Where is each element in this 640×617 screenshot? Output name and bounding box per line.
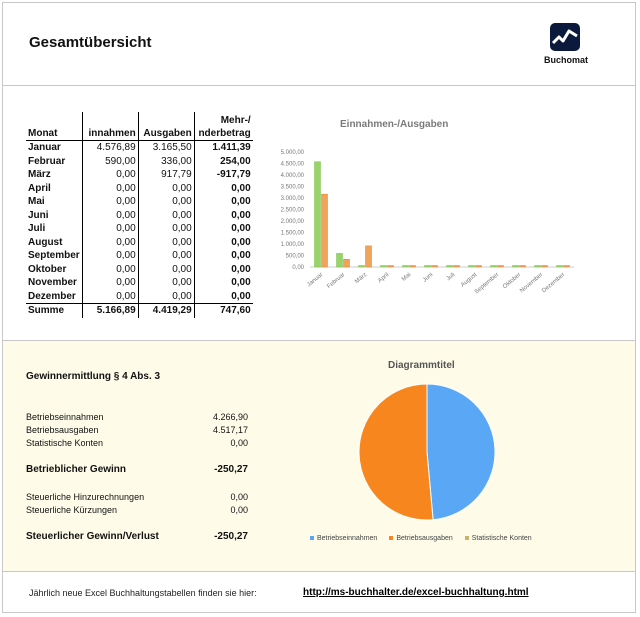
- diff-cell: 0,00: [231, 263, 251, 275]
- bar-series-0-märz: [359, 266, 365, 268]
- col-mehrbetrag: Mehr-/ nderbetrag: [194, 112, 253, 141]
- y-tick-label: 1.000,00: [280, 242, 304, 248]
- table-row: [26, 222, 253, 236]
- page-title: Gesamtübersicht: [29, 34, 152, 51]
- ausgaben-cell: 0,00: [138, 236, 194, 250]
- legend-label: Betriebseinnahmen: [317, 535, 378, 542]
- month-cell: Februar: [26, 155, 82, 169]
- y-tick-label: 1.500,00: [280, 230, 304, 237]
- y-tick-label: 5.000,00: [280, 150, 304, 156]
- x-tick-label: Juli: [445, 271, 457, 283]
- month-cell: Januar: [26, 141, 82, 155]
- einnahmen-cell: 4.576,89: [82, 141, 138, 155]
- gewinn-betrieblicher: [26, 464, 248, 476]
- ausgaben-cell: 0,00: [138, 182, 194, 196]
- table-row: [26, 290, 253, 304]
- row-value: 0,00: [230, 492, 248, 502]
- einnahmen-cell: 0,00: [82, 209, 138, 223]
- row-label: Betriebsausgaben: [26, 425, 99, 435]
- bar-series-1-mai: [410, 266, 416, 268]
- month-cell: März: [26, 168, 82, 182]
- einnahmen-cell: 590,00: [82, 155, 138, 169]
- gewinn-row-kuerzungen: [26, 504, 248, 516]
- gewinn-title: Gewinnermittlung § 4 Abs. 3: [26, 371, 161, 382]
- diff-cell: 0,00: [231, 236, 251, 248]
- bar-series-1-dezember: [564, 266, 570, 268]
- month-cell: Juni: [26, 209, 82, 223]
- y-tick-label: 4.000,00: [280, 173, 304, 179]
- table-row: [26, 141, 253, 155]
- diff-cell: 254,00: [220, 155, 251, 167]
- diff-cell: 0,00: [231, 209, 251, 221]
- gewinn-row-hinzurechnungen: [26, 491, 248, 503]
- table-row: [26, 249, 253, 263]
- month-cell: April: [26, 182, 82, 196]
- bar-series-0-juli: [447, 266, 453, 268]
- legend-marker: [310, 536, 314, 540]
- month-cell: November: [26, 276, 82, 290]
- pie-slice-betriebsausgaben: [359, 384, 433, 520]
- x-tick-label: Januar: [306, 271, 325, 289]
- footer-link[interactable]: http://ms-buchhalter.de/excel-buchhaltung.html: [303, 587, 529, 598]
- row-value: 4.517,17: [212, 425, 248, 435]
- month-cell: Juli: [26, 222, 82, 236]
- overview-body: [26, 141, 253, 304]
- diff-cell: 0,00: [231, 223, 251, 235]
- bar-series-1-november: [542, 266, 548, 268]
- bar-series-0-september: [491, 266, 497, 268]
- table-header-row: [26, 112, 253, 141]
- x-tick-label: September: [473, 271, 501, 296]
- ausgaben-cell: 0,00: [138, 249, 194, 263]
- bar-series-1-oktober: [520, 266, 526, 268]
- pie-legend: [310, 535, 544, 542]
- x-tick-label: Dezember: [541, 271, 567, 295]
- bar-series-0-november: [535, 266, 541, 268]
- logo-icon: [550, 23, 580, 51]
- row-value: 0,00: [230, 438, 248, 448]
- diff-cell: 0,00: [231, 196, 251, 208]
- row-label: Betrieblicher Gewinn: [26, 464, 127, 475]
- row-label: Steuerliche Kürzungen: [26, 505, 118, 515]
- table-row: [26, 182, 253, 196]
- gewinn-steuerlich: [26, 531, 248, 543]
- ausgaben-cell: 0,00: [138, 209, 194, 223]
- logo: [541, 23, 591, 69]
- legend-item: [389, 535, 452, 542]
- sum-label: Summe: [26, 304, 82, 318]
- table-row: [26, 263, 253, 277]
- x-tick-label: August: [460, 271, 479, 289]
- legend-marker: [389, 536, 393, 540]
- table-row: [26, 236, 253, 250]
- einnahmen-cell: 0,00: [82, 168, 138, 182]
- diff-cell: -917,79: [216, 169, 251, 181]
- month-cell: Mai: [26, 195, 82, 209]
- y-tick-label: 4.500,00: [280, 161, 304, 168]
- x-tick-label: April: [377, 271, 391, 285]
- bar-series-1-januar: [322, 194, 328, 267]
- x-tick-label: Mai: [401, 271, 413, 283]
- x-tick-label: März: [354, 271, 369, 286]
- legend-marker: [465, 536, 469, 540]
- legend-item: [310, 535, 377, 542]
- logo-text: Buchomat: [543, 55, 588, 65]
- row-label: Statistische Konten: [26, 438, 104, 448]
- diff-cell: 0,00: [231, 277, 251, 289]
- ausgaben-cell: 0,00: [138, 263, 194, 277]
- gewinn-row-statistische: [26, 437, 248, 449]
- col-einnahmen: innahmen: [82, 112, 138, 141]
- row-value: -250,27: [214, 464, 248, 475]
- row-label: Steuerliche Hinzurechnungen: [26, 492, 145, 502]
- y-tick-label: 0,00: [292, 265, 304, 271]
- row-label: Betriebseinnahmen: [26, 412, 104, 422]
- header: [3, 3, 635, 86]
- diff-cell: 0,00: [231, 290, 251, 302]
- bar-series-0-oktober: [513, 266, 519, 268]
- bar-series-0-dezember: [557, 266, 563, 268]
- bar-series-0-januar: [315, 162, 321, 267]
- month-cell: August: [26, 236, 82, 250]
- col-ausgaben: Ausgaben: [138, 112, 194, 141]
- row-value: 0,00: [230, 505, 248, 515]
- ausgaben-cell: 0,00: [138, 276, 194, 290]
- legend-item: [465, 535, 532, 542]
- bar-series-0-april: [381, 266, 387, 268]
- bar-series-1-märz: [366, 246, 372, 267]
- footer: [3, 572, 635, 612]
- table-row: [26, 168, 253, 182]
- sum-diff: 747,60: [194, 304, 253, 318]
- table-row: [26, 209, 253, 223]
- table-row: [26, 155, 253, 169]
- ausgaben-cell: 3.165,50: [138, 141, 194, 155]
- ausgaben-cell: 0,00: [138, 222, 194, 236]
- pie-slice-betriebseinnahmen: [427, 384, 495, 520]
- y-tick-label: 500,00: [285, 253, 304, 260]
- bar-series-0-august: [469, 266, 475, 268]
- month-cell: Oktober: [26, 263, 82, 277]
- bar-chart: [264, 145, 584, 305]
- einnahmen-cell: 0,00: [82, 222, 138, 236]
- row-label: Steuerlicher Gewinn/Verlust: [26, 531, 159, 542]
- einnahmen-cell: 0,00: [82, 249, 138, 263]
- table-row: [26, 195, 253, 209]
- bar-series-1-august: [476, 266, 482, 268]
- einnahmen-cell: 0,00: [82, 195, 138, 209]
- sum-ausgaben: 4.419,29: [138, 304, 194, 318]
- table-row: [26, 276, 253, 290]
- y-tick-label: 2.500,00: [280, 207, 304, 214]
- einnahmen-cell: 0,00: [82, 263, 138, 277]
- ausgaben-cell: 917,79: [138, 168, 194, 182]
- x-tick-label: Oktober: [502, 271, 523, 291]
- diff-cell: 1.411,39: [212, 142, 251, 154]
- row-value: 4.266,90: [212, 412, 248, 422]
- einnahmen-cell: 0,00: [82, 182, 138, 196]
- y-tick-label: 3.000,00: [280, 196, 304, 202]
- bar-series-0-februar: [337, 253, 343, 267]
- x-tick-label: November: [519, 271, 545, 295]
- diff-cell: 0,00: [231, 182, 251, 194]
- month-cell: September: [26, 249, 82, 263]
- col-monat: Monat: [26, 112, 82, 141]
- sum-einnahmen: 5.166,89: [82, 304, 138, 318]
- y-tick-label: 2.000,00: [280, 219, 304, 225]
- einnahmen-cell: 0,00: [82, 276, 138, 290]
- einnahmen-cell: 0,00: [82, 236, 138, 250]
- chart-title: Einnahmen-/Ausgaben: [340, 119, 449, 130]
- footer-text: Jährlich neue Excel Buchhaltungstabellen finden sie hier:: [29, 588, 257, 598]
- legend-label: Statistische Konten: [471, 535, 532, 542]
- bar-series-1-september: [498, 266, 504, 268]
- bar-series-0-mai: [403, 266, 409, 268]
- month-cell: Dezember: [26, 290, 82, 304]
- y-tick-label: 3.500,00: [280, 184, 304, 191]
- bar-series-1-juli: [454, 266, 460, 268]
- ausgaben-cell: 0,00: [138, 290, 194, 304]
- gewinn-row-einnahmen: [26, 411, 248, 423]
- x-tick-label: Februar: [326, 271, 347, 291]
- bar-series-1-april: [388, 266, 394, 268]
- overview-table: [26, 112, 253, 318]
- gewinn-row-ausgaben: [26, 424, 248, 436]
- pie-chart: [352, 380, 502, 530]
- diff-cell: 0,00: [231, 250, 251, 262]
- bar-series-1-juni: [432, 266, 438, 268]
- ausgaben-cell: 336,00: [138, 155, 194, 169]
- legend-label: Betriebsausgaben: [396, 535, 453, 542]
- bar-series-1-februar: [344, 259, 350, 267]
- table-sum-row: [26, 304, 253, 318]
- bar-series-0-juni: [425, 266, 431, 268]
- ausgaben-cell: 0,00: [138, 195, 194, 209]
- einnahmen-cell: 0,00: [82, 290, 138, 304]
- row-value: -250,27: [214, 531, 248, 542]
- x-tick-label: Juni: [421, 271, 435, 284]
- pie-title: Diagrammtitel: [388, 360, 455, 371]
